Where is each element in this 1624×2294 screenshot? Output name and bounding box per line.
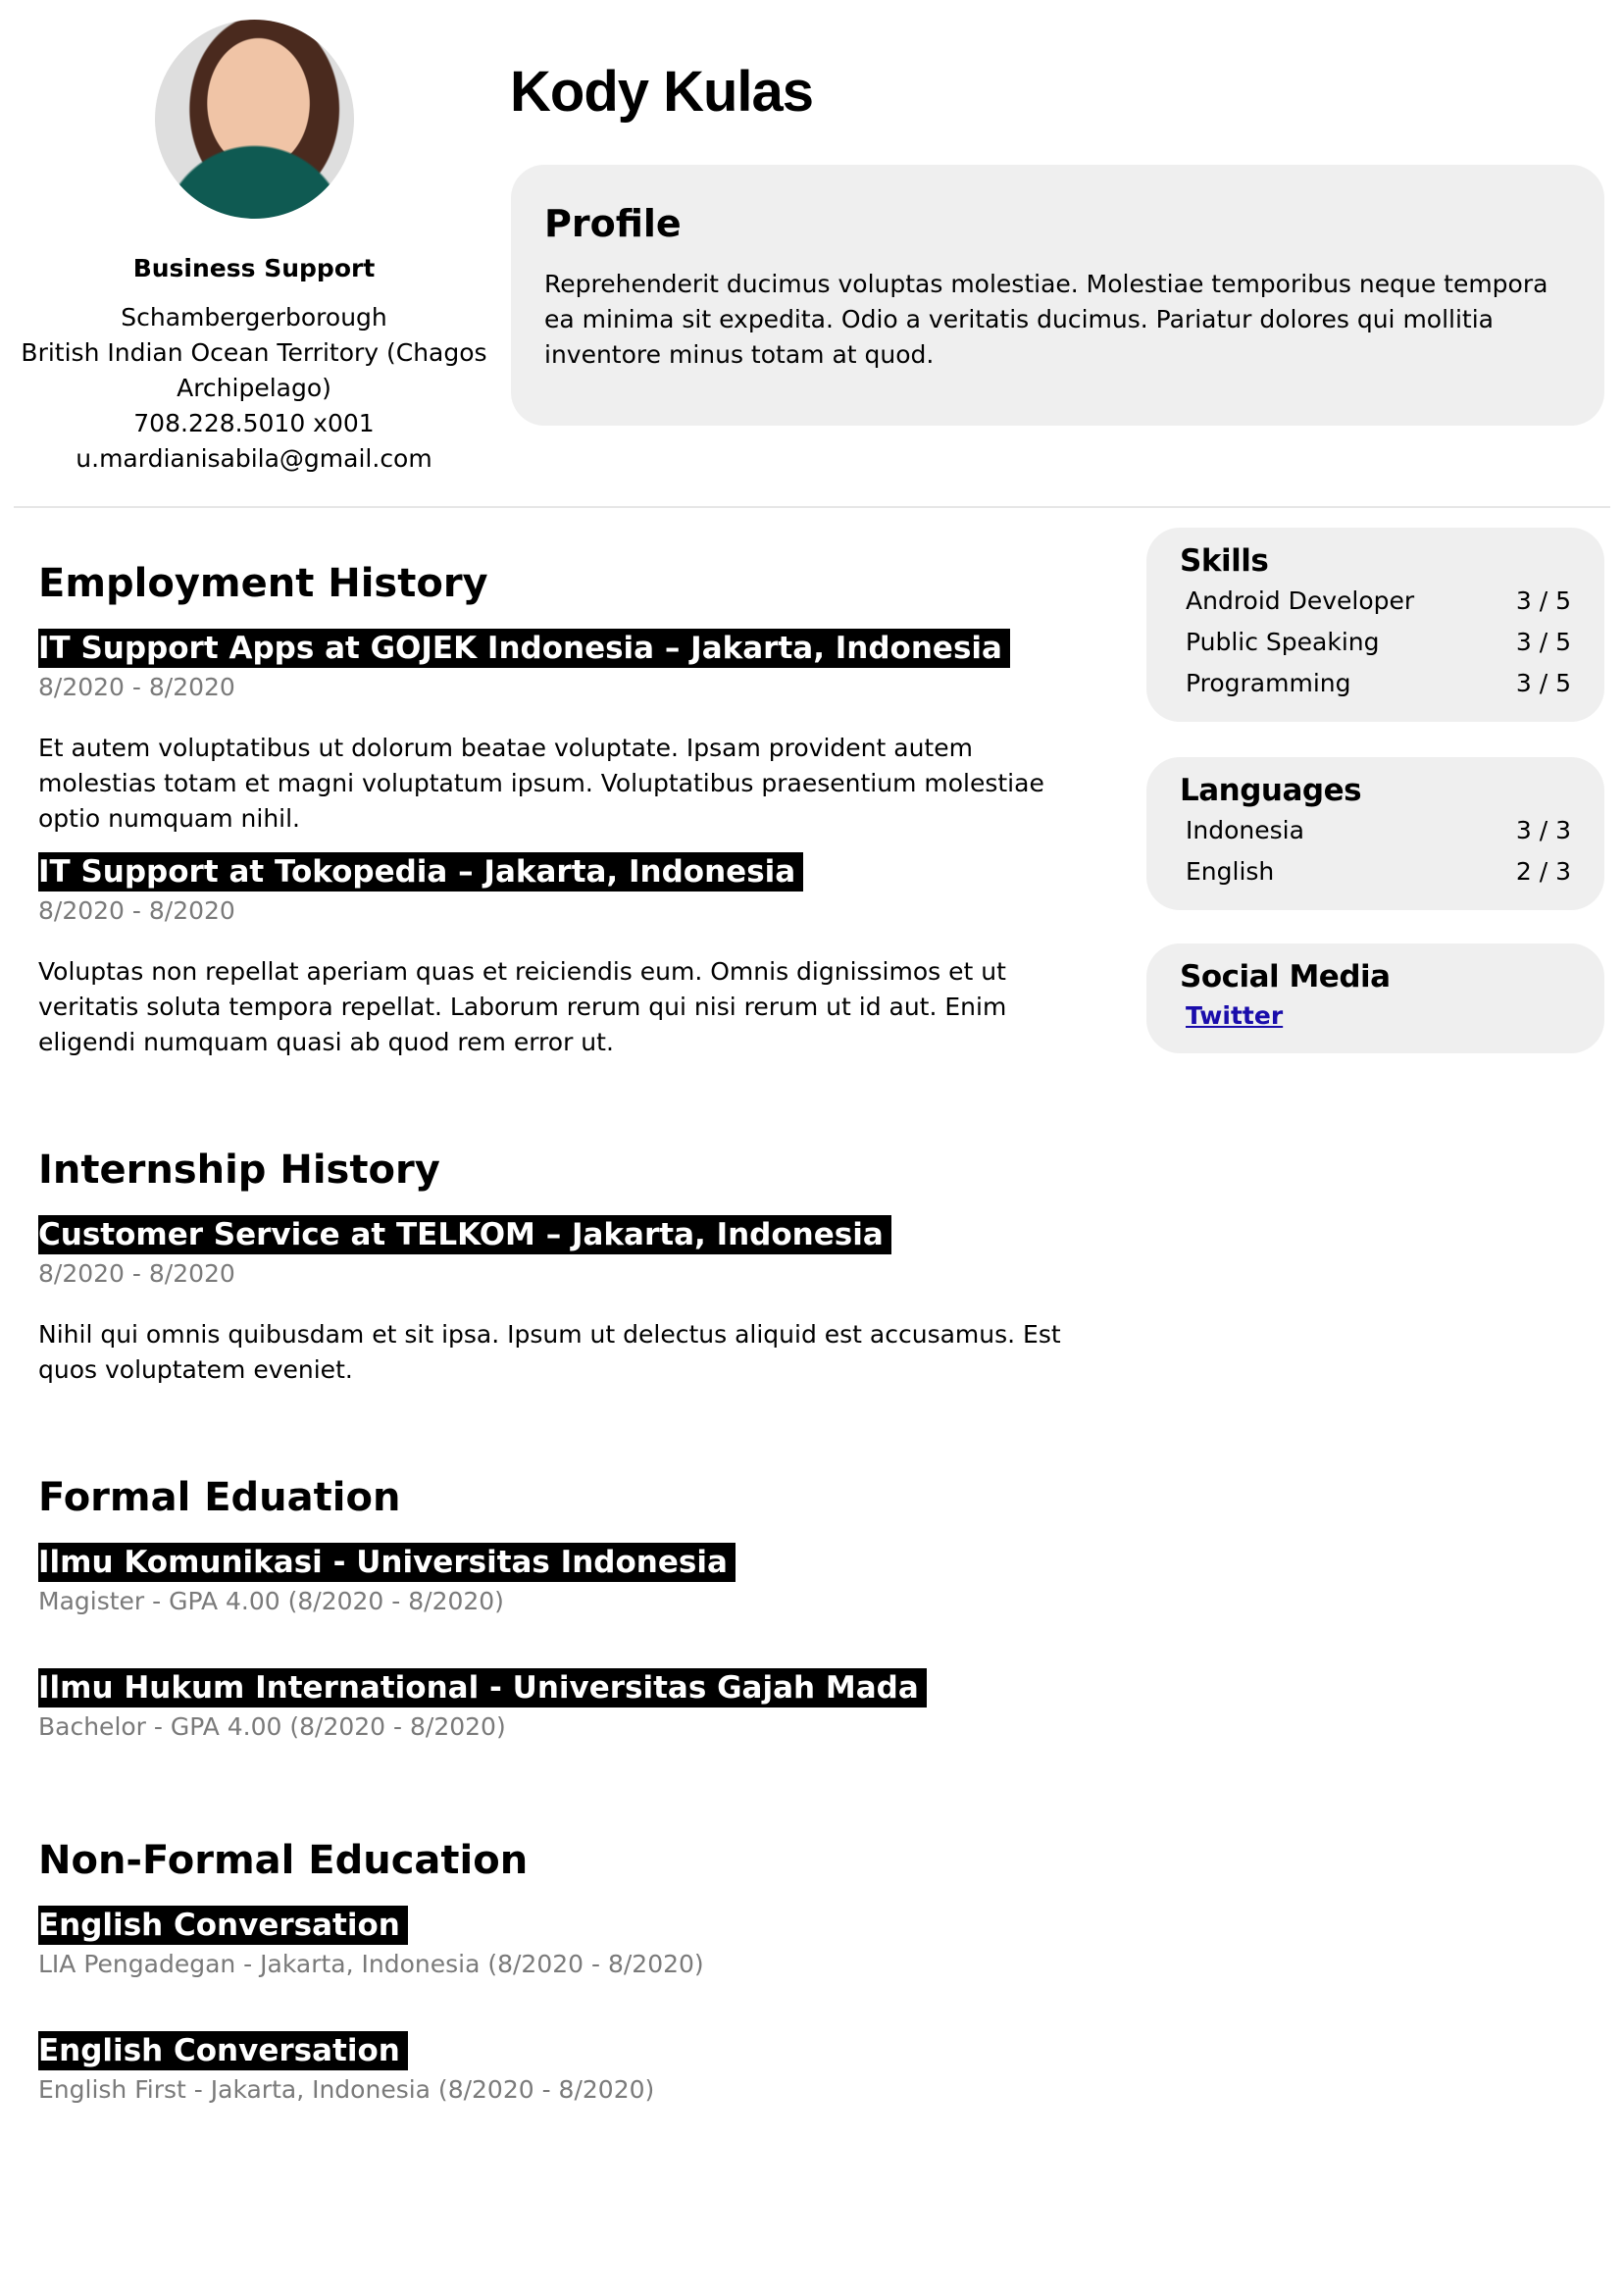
contact-info: [14, 300, 494, 477]
profile-box: [511, 165, 1604, 426]
entry-subtitle: LIA Pengadegan - Jakarta, Indonesia (8/2020 - 8/2020): [38, 1950, 704, 1978]
entry-dates: 8/2020 - 8/2020: [38, 673, 235, 701]
contact-phone: 708.228.5010 x001: [133, 409, 375, 437]
entry-title: IT Support at Tokopedia – Jakarta, Indonesia: [38, 852, 803, 892]
contact-country-line2: Archipelago): [177, 374, 331, 402]
skill-name: Programming: [1186, 669, 1351, 697]
entry-subtitle: Bachelor - GPA 4.00 (8/2020 - 8/2020): [38, 1712, 506, 1741]
education-entry: [38, 1890, 1097, 1982]
skill-name: Android Developer: [1186, 586, 1415, 615]
skills-heading: Skills: [1180, 543, 1269, 579]
avatar: [155, 20, 354, 219]
header-divider: [14, 506, 1610, 508]
skill-row: [1180, 663, 1571, 704]
entry-dates: 8/2020 - 8/2020: [38, 1259, 235, 1288]
entry-title: IT Support Apps at GOJEK Indonesia – Jakarta, Indonesia: [38, 629, 1010, 668]
entry-description: Voluptas non repellat aperiam quas et reiciendis eum. Omnis dignissimos et ut veritatis soluta tempora repellat. Laborum rerum qui nisi rerum ut id aut. Enim eligendi numquam quasi ab quod rem error ut.: [38, 957, 1007, 1056]
education-entry: [38, 1527, 1097, 1619]
entry-description: Nihil qui omnis quibusdam et sit ipsa. Ipsum ut delectus aliquid est accusamus. Est quos voluptatem eveniet.: [38, 1320, 1061, 1384]
entry-title: Ilmu Komunikasi - Universitas Indonesia: [38, 1543, 736, 1582]
twitter-link[interactable]: Twitter: [1186, 1001, 1284, 1030]
education-entry: [38, 2015, 1097, 2108]
profile-heading: Profile: [544, 202, 682, 245]
language-name: English: [1186, 857, 1275, 886]
skill-row: [1180, 581, 1571, 622]
internship-heading: Internship History: [38, 1147, 440, 1193]
contact-country-line1: British Indian Ocean Territory (Chagos: [21, 338, 487, 367]
entry-subtitle: English First - Jakarta, Indonesia (8/2020 - 8/2020): [38, 2075, 655, 2104]
contact-column: [14, 20, 494, 477]
nonformal-education-heading: Non-Formal Education: [38, 1838, 529, 1883]
internship-section: [38, 1141, 1097, 1388]
entry-title: Customer Service at TELKOM – Jakarta, Indonesia: [38, 1215, 891, 1254]
internship-entry: [38, 1199, 1097, 1388]
entry-subtitle: Magister - GPA 4.00 (8/2020 - 8/2020): [38, 1587, 504, 1615]
language-level: 3 / 3: [1515, 816, 1571, 844]
entry-title: Ilmu Hukum International - Universitas Gajah Mada: [38, 1668, 927, 1708]
skill-name: Public Speaking: [1186, 628, 1380, 656]
language-level: 2 / 3: [1515, 857, 1571, 886]
social-media-heading: Social Media: [1180, 959, 1391, 994]
skill-row: [1180, 622, 1571, 663]
resume-header: [0, 0, 1624, 510]
education-entry: [38, 1653, 1097, 1745]
employment-section: [38, 554, 1097, 1060]
language-name: Indonesia: [1186, 816, 1304, 844]
profile-text: Reprehenderit ducimus voluptas molestiae. Molestiae temporibus neque tempora ea minima sit expedita. Odio a veritatis ducimus. Pariatur dolores qui mollitia inventore minus totam at quod.: [544, 270, 1548, 369]
formal-education-section: [38, 1468, 1097, 1745]
main-content: [38, 554, 1097, 2108]
skill-level: 3 / 5: [1515, 586, 1571, 615]
employment-entry: [38, 613, 1097, 837]
contact-email: u.mardianisabila@gmail.com: [76, 444, 432, 473]
entry-dates: 8/2020 - 8/2020: [38, 896, 235, 925]
job-title: Business Support: [132, 254, 376, 282]
skills-box: [1146, 528, 1604, 722]
nonformal-education-section: [38, 1831, 1097, 2108]
languages-heading: Languages: [1180, 773, 1362, 808]
skill-level: 3 / 5: [1515, 669, 1571, 697]
employment-heading: Employment History: [38, 561, 488, 606]
person-name: Kody Kulas: [510, 60, 814, 124]
languages-box: [1146, 757, 1604, 910]
employment-entry: [38, 837, 1097, 1060]
contact-city: Schambergerborough: [121, 303, 387, 331]
skill-level: 3 / 5: [1515, 628, 1571, 656]
language-row: [1180, 810, 1571, 851]
entry-title: English Conversation: [38, 2031, 408, 2070]
social-media-box: [1146, 943, 1604, 1053]
formal-education-heading: Formal Eduation: [38, 1475, 401, 1520]
entry-description: Et autem voluptatibus ut dolorum beatae voluptate. Ipsam provident autem molestias totam et magni voluptatum ipsum. Voluptatibus praesentium molestiae optio numquam nihil.: [38, 734, 1044, 833]
language-row: [1180, 851, 1571, 892]
entry-title: English Conversation: [38, 1906, 408, 1945]
